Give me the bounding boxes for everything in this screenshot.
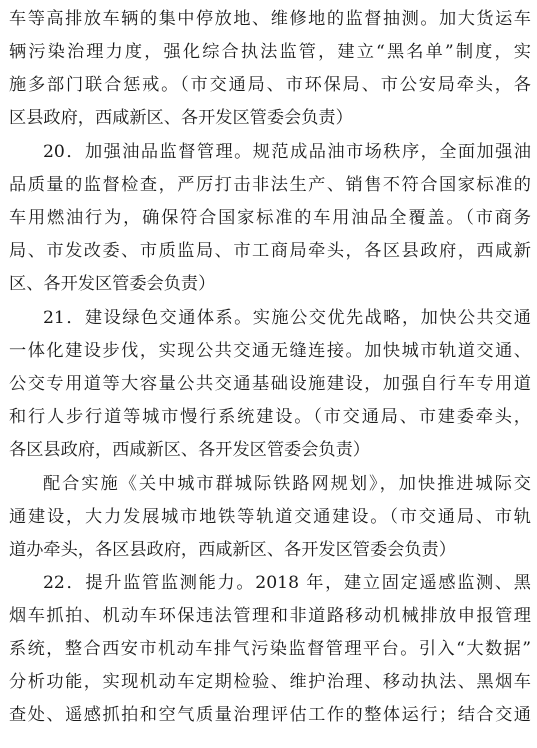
text-line: 烟车抓拍、机动车环保违法管理和非道路移动机械排放申报管理 — [9, 606, 531, 626]
text-line: 品质量的监督检查，严厉打击非法生产、销售不符合国家标准的 — [9, 175, 531, 195]
text-line: 局、市发改委、市质监局、市工商局牵头，各区县政府，西咸新 — [9, 241, 531, 261]
text-line: 公交专用道等大容量公共交通基础设施建设，加强自行车专用道 — [9, 374, 531, 394]
text-line: 车等高排放车辆的集中停放地、维修地的监督抽测。加大货运车 — [9, 9, 531, 29]
text-line: 和行人步行道等城市慢行系统建设。（市交通局、市建委牵头， — [9, 407, 531, 427]
text-line: 各区县政府，西咸新区、各开发区管委会负责） — [9, 440, 370, 460]
text-line: 道办牵头，各区县政府，西咸新区、各开发区管委会负责） — [9, 540, 456, 560]
text-line: 系统，整合西安市机动车排气污染监督管理平台。引入“大数据” — [9, 639, 531, 659]
text-line: 通建设，大力发展城市地铁等轨道交通建设。（市交通局、市轨 — [9, 507, 531, 527]
paragraph-heading-line: 20．加强油品监督管理。规范成品油市场秩序，全面加强油 — [43, 142, 531, 162]
text-line: 区、各开发区管委会负责） — [9, 274, 216, 294]
text-line: 区县政府，西咸新区、各开发区管委会负责） — [9, 108, 353, 128]
paragraph-heading-line: 22．提升监管监测能力。2018 年，建立固定遥感监测、黑 — [43, 573, 531, 593]
text-line: 一体化建设步伐，实现公共交通无缝连接。加快城市轨道交通、 — [9, 341, 531, 361]
paragraph-heading-line: 21．建设绿色交通体系。实施公交优先战略，加快公共交通 — [43, 308, 531, 328]
text-line: 施多部门联合惩戒。（市交通局、市环保局、市公安局牵头，各 — [9, 75, 531, 95]
text-line: 车用燃油行为，确保符合国家标准的车用油品全覆盖。（市商务 — [9, 208, 531, 228]
text-line: 分析功能，实现机动车定期检验、维护治理、移动执法、黑烟车 — [9, 672, 531, 692]
paragraph-first-line: 配合实施《关中城市群城际铁路网规划》，加快推进城际交 — [43, 474, 531, 494]
text-line: 查处、遥感抓拍和空气质量治理评估工作的整体运行；结合交通 — [9, 705, 531, 725]
text-line: 辆污染治理力度，强化综合执法监管，建立“黑名单”制度，实 — [9, 42, 531, 62]
